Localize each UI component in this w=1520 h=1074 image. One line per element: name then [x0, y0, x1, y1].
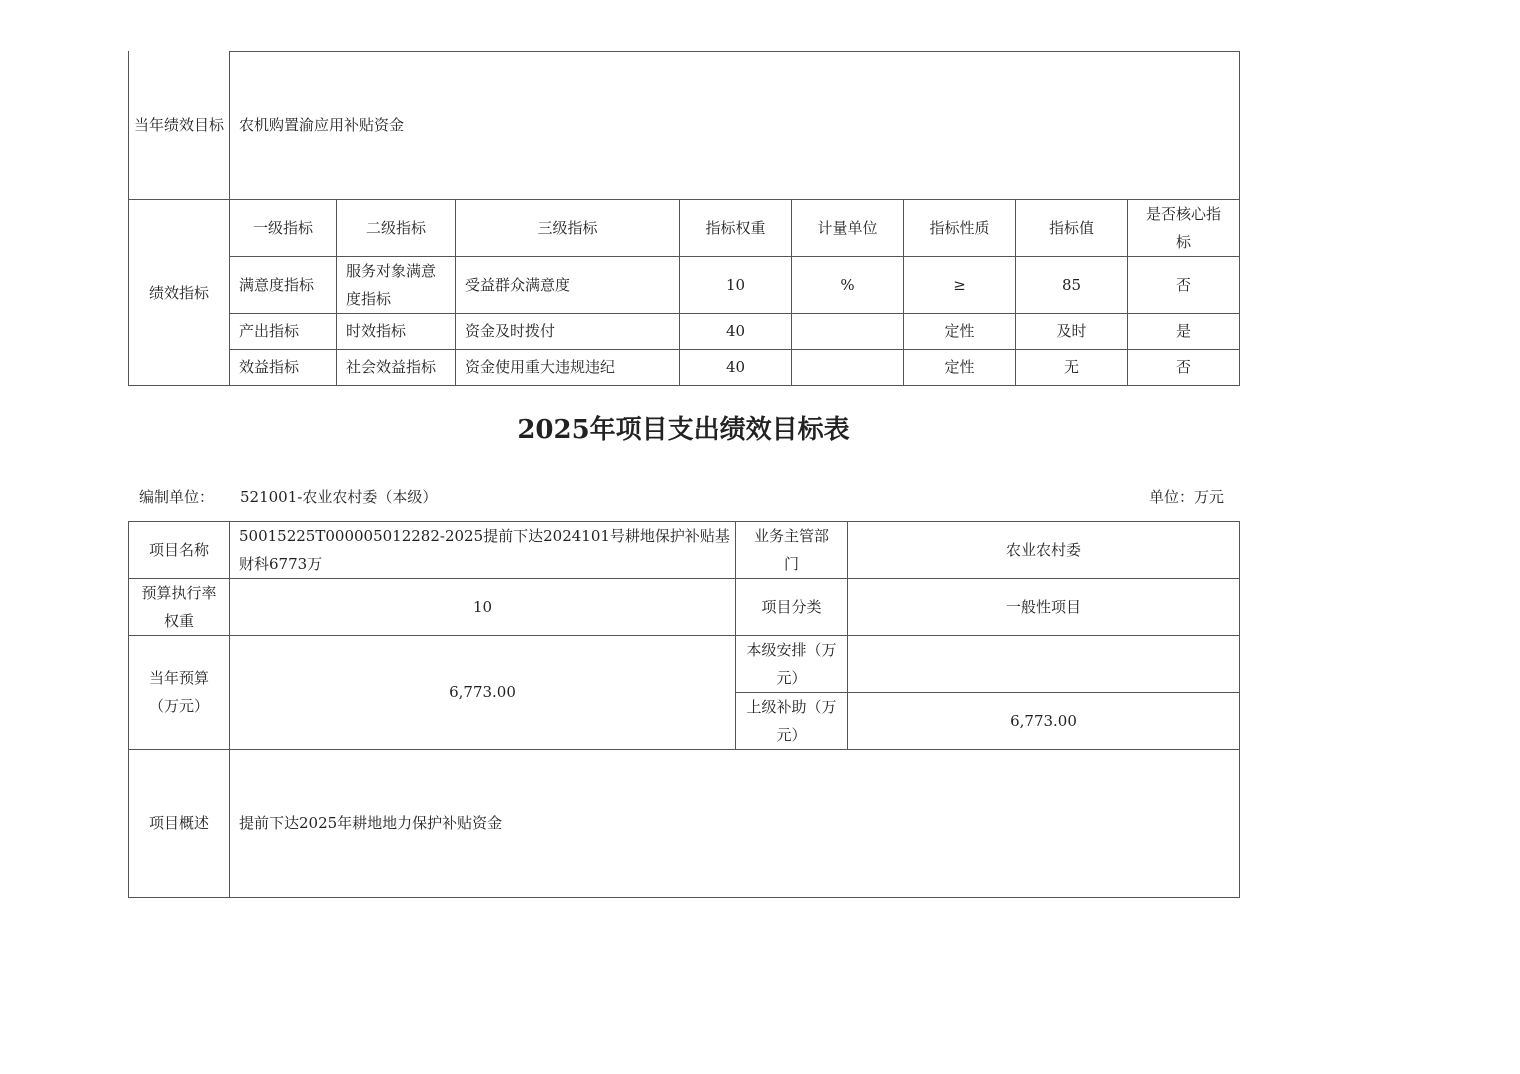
- category-value: 一般性项目: [1005, 597, 1081, 616]
- header-level1: 一级指标: [252, 218, 313, 237]
- project-name-label: 项目名称: [148, 540, 209, 559]
- header-level3: 三级指标: [537, 218, 598, 237]
- row0-unit: %: [840, 275, 855, 294]
- row0-core: 否: [1175, 275, 1191, 294]
- row1-level3: 资金及时拨付: [465, 322, 556, 340]
- compiler-label: 编制单位：: [139, 488, 215, 506]
- row1-core: 是: [1175, 322, 1191, 340]
- compiler-value: 521001-农业农村委（本级）: [240, 488, 438, 506]
- exec-rate-value: 10: [472, 597, 493, 616]
- header-weight: 指标权重: [705, 218, 766, 237]
- row2-level2: 社会效益指标: [346, 358, 437, 376]
- project-name-value: 50015225T000005012282-2025提前下达2024101号耕地保护补贴基财科6773万: [239, 526, 730, 573]
- row2-level1: 效益指标: [239, 358, 300, 376]
- overview-label: 项目概述: [148, 814, 209, 832]
- header-value: 指标值: [1048, 218, 1094, 237]
- local-label: 本级安排（万元）: [746, 640, 837, 687]
- superior-value: 6,773.00: [1010, 711, 1077, 730]
- goal-label: 当年绩效目标: [134, 116, 225, 134]
- overview-text: 提前下达2025年耕地地力保护补贴资金: [239, 814, 503, 832]
- row1-weight: 40: [725, 322, 746, 340]
- header-level2: 二级指标: [365, 218, 426, 237]
- row1-nature: 定性: [944, 322, 975, 340]
- local-value: [847, 635, 1240, 692]
- dept-value: 农业农村委: [1005, 540, 1081, 559]
- row2-unit: [791, 349, 904, 385]
- row1-level2: 时效指标: [346, 322, 407, 340]
- row1-unit: [791, 313, 904, 349]
- row0-level1: 满意度指标: [239, 275, 315, 294]
- row2-value: 无: [1063, 358, 1079, 376]
- row0-weight: 10: [725, 275, 746, 294]
- row1-value: 及时: [1056, 322, 1087, 340]
- dept-label: 业务主管部门: [753, 526, 829, 573]
- unit-label: 单位：万元: [1149, 488, 1225, 506]
- budget-label: 当年预算（万元）: [148, 669, 209, 715]
- category-label: 项目分类: [761, 597, 822, 616]
- budget-value: 6,773.00: [449, 683, 516, 701]
- row2-nature: 定性: [944, 358, 975, 376]
- exec-rate-label: 预算执行率权重: [141, 583, 217, 630]
- row2-core: 否: [1175, 358, 1191, 376]
- header-nature: 指标性质: [929, 218, 990, 237]
- row1-level1: 产出指标: [239, 322, 300, 340]
- row0-level2: 服务对象满意度指标: [346, 261, 437, 308]
- row0-value: 85: [1061, 275, 1082, 294]
- header-unit: 计量单位: [817, 218, 878, 237]
- row0-level3: 受益群众满意度: [465, 275, 571, 294]
- row0-nature: ≥: [953, 275, 966, 294]
- row2-weight: 40: [725, 358, 746, 376]
- header-core: 是否核心指标: [1145, 204, 1221, 251]
- indicators-label: 绩效指标: [148, 283, 209, 302]
- row2-level3: 资金使用重大违规违纪: [465, 358, 616, 376]
- page-title: 2025年项目支出绩效目标表: [517, 415, 850, 445]
- goal-text: 农机购置渝应用补贴资金: [239, 116, 405, 134]
- superior-label: 上级补助（万元）: [746, 697, 837, 744]
